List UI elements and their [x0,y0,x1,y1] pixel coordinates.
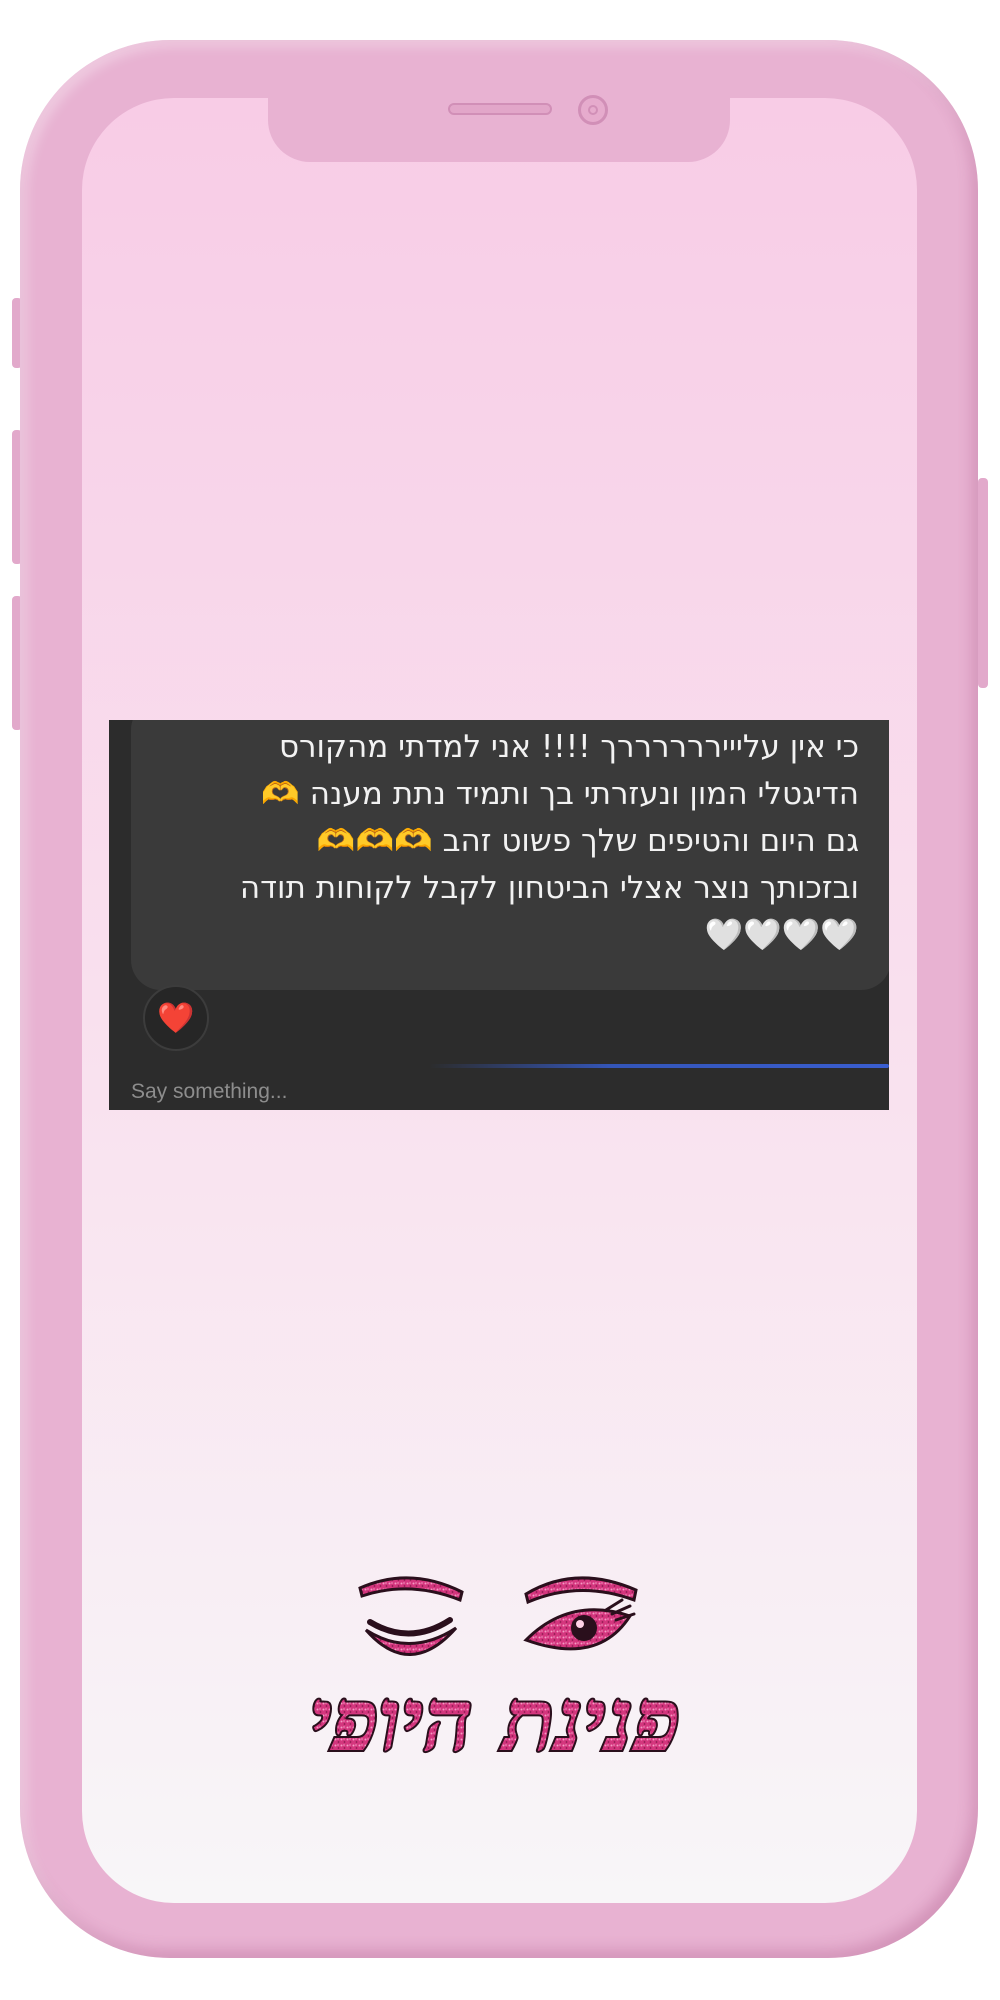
message-text: כי אין עליייררררררך !!!! אני למדתי מהקורס הדיגטלי המון ונעזרתי בך ותמיד נתת מענה 🫶 גם היום והטיפים שלך פשוט זהב 🫶🫶🫶 ובזכותך נוצר אצלי הביטחון לקבל לקוחות תודה 🤍🤍🤍🤍 [239,729,859,953]
heart-reaction-icon[interactable]: ❤️ [143,985,209,1051]
earpiece-speaker [448,103,552,115]
front-camera-icon [578,95,608,125]
say-something-input[interactable] [131,1078,631,1106]
chat-screenshot [109,720,889,1110]
brand-logo [250,1570,740,1790]
input-focus-line [429,1064,889,1068]
logo-wordmark: פנינת היופי [309,1670,681,1771]
phone-power-button [978,478,988,688]
open-eye-icon [526,1578,636,1649]
closed-eye-icon [360,1578,462,1655]
